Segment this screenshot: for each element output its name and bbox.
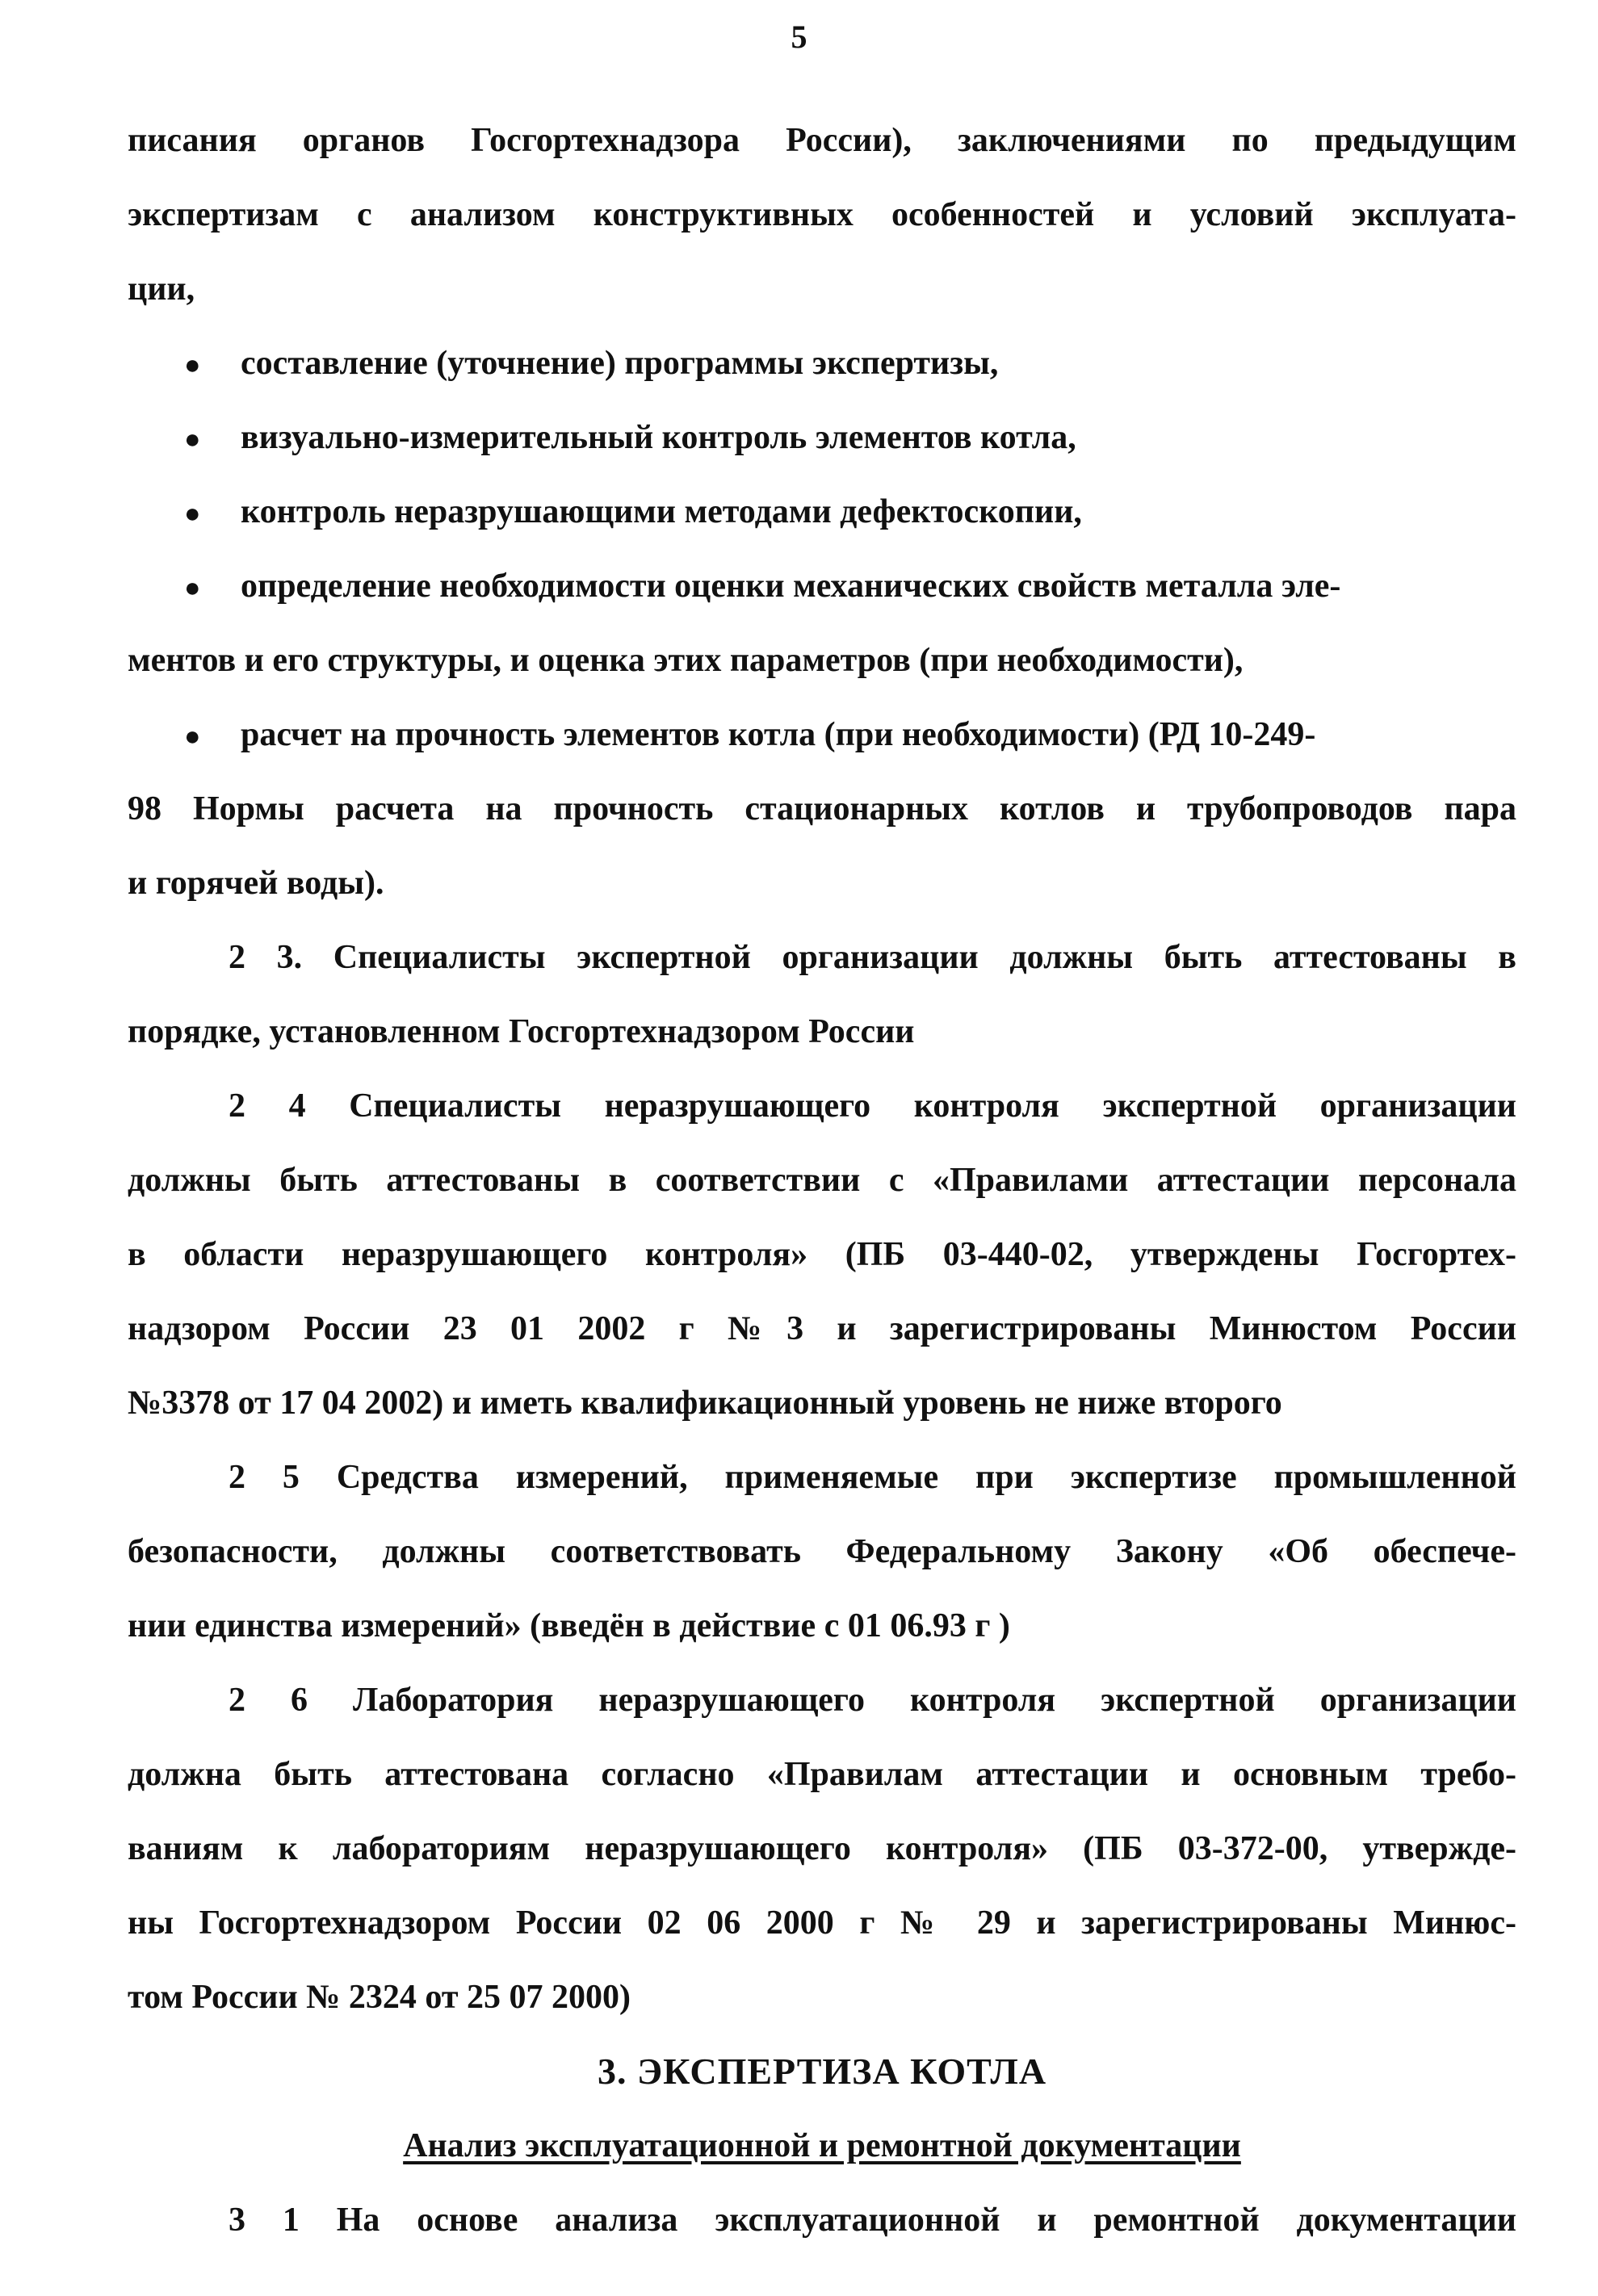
subheading-text: Анализ эксплуатационной и ремонтной документации <box>403 2127 1241 2164</box>
bullet-item <box>128 400 1516 475</box>
bullet-icon: ● <box>184 499 201 529</box>
bullet-text: составление (уточнение) программы экспертизы, <box>241 345 999 382</box>
bullet-icon: ● <box>184 425 201 455</box>
paragraph-line: безопасности, должны соответствовать Федеральному Закону «Об обеспече- <box>128 1533 1516 1570</box>
bullet-text: контроль неразрушающими методами дефектоскопии, <box>241 493 1082 530</box>
section-subheading <box>128 2109 1516 2183</box>
paragraph-line: экспертизам с анализом конструктивных особенностей и условий эксплуата- <box>128 196 1516 233</box>
bullet-text: определение необходимости оценки механических свойств металла эле- <box>241 568 1341 605</box>
bullet-item <box>128 549 1516 623</box>
paragraph-line: надзором России 23 01 2002 г №3 и зарегистрированы Минюстом России <box>128 1310 1516 1347</box>
paragraph-line: ции, <box>128 270 195 308</box>
bullet-icon: ● <box>184 573 201 603</box>
paragraph-line: ваниям к лабораториям неразрушающего контроля» (ПБ 03-372-00, утвержде- <box>128 1830 1516 1867</box>
paragraph-line: 3 1 На основе анализа эксплуатационной и ремонтной документации <box>229 2202 1516 2239</box>
bullet-item <box>128 326 1516 400</box>
paragraph-line: должна быть аттестована согласно «Правилам аттестации и основным требо- <box>128 1756 1516 1793</box>
paragraph-line: в области неразрушающего контроля» (ПБ 03-440-02, утверждены Госгортех- <box>128 1236 1516 1273</box>
section-heading: 3. ЭКСПЕРТИЗА КОТЛА <box>597 2051 1047 2092</box>
bullet-text: расчет на прочность элементов котла (при необходимости) (РД 10-249- <box>241 716 1316 753</box>
paragraph-line: 2 5 Средства измерений, применяемые при экспертизе промышленной <box>229 1459 1516 1496</box>
bullet-item <box>128 475 1516 549</box>
paragraph-line: 98 Нормы расчета на прочность стационарных котлов и трубопроводов пара <box>128 790 1516 827</box>
bullet-icon: ● <box>184 350 201 380</box>
paragraph-line: и горячей воды). <box>128 865 384 902</box>
paragraph-line: писания органов Госгортехнадзора России), заключениями по предыдущим <box>128 122 1516 159</box>
paragraph-line: порядке, установленном Госгортехнадзором России <box>128 1013 915 1050</box>
paragraph-line: 2 6 Лаборатория неразрушающего контроля экспертной организации <box>229 1682 1516 1719</box>
paragraph-line: должны быть аттестованы в соответствии с «Правилами аттестации персонала <box>128 1162 1516 1199</box>
bullet-text: визуально-измерительный контроль элементов котла, <box>241 419 1076 456</box>
paragraph-line: нии единства измерений» (введён в действие с 01 06.93 г ) <box>128 1607 1010 1644</box>
document-body <box>128 103 1516 2257</box>
paragraph-line: ны Госгортехнадзором России 02 06 2000 г № 29 и зарегистрированы Минюс- <box>128 1904 1516 1942</box>
bullet-icon: ● <box>184 722 201 752</box>
paragraph-line: 2 3. Специалисты экспертной организации должны быть аттестованы в <box>229 939 1516 976</box>
paragraph-line: ментов и его структуры, и оценка этих параметров (при необходимости), <box>128 642 1244 679</box>
paragraph-line: 2 4 Специалисты неразрушающего контроля экспертной организации <box>229 1087 1516 1125</box>
paragraph-line: №3378 от 17 04 2002) и иметь квалификационный уровень не ниже второго <box>128 1385 1282 1422</box>
page-number: 5 <box>791 19 807 55</box>
bullet-item <box>128 698 1516 772</box>
paragraph-line: том России № 2324 от 25 07 2000) <box>128 1979 631 2016</box>
